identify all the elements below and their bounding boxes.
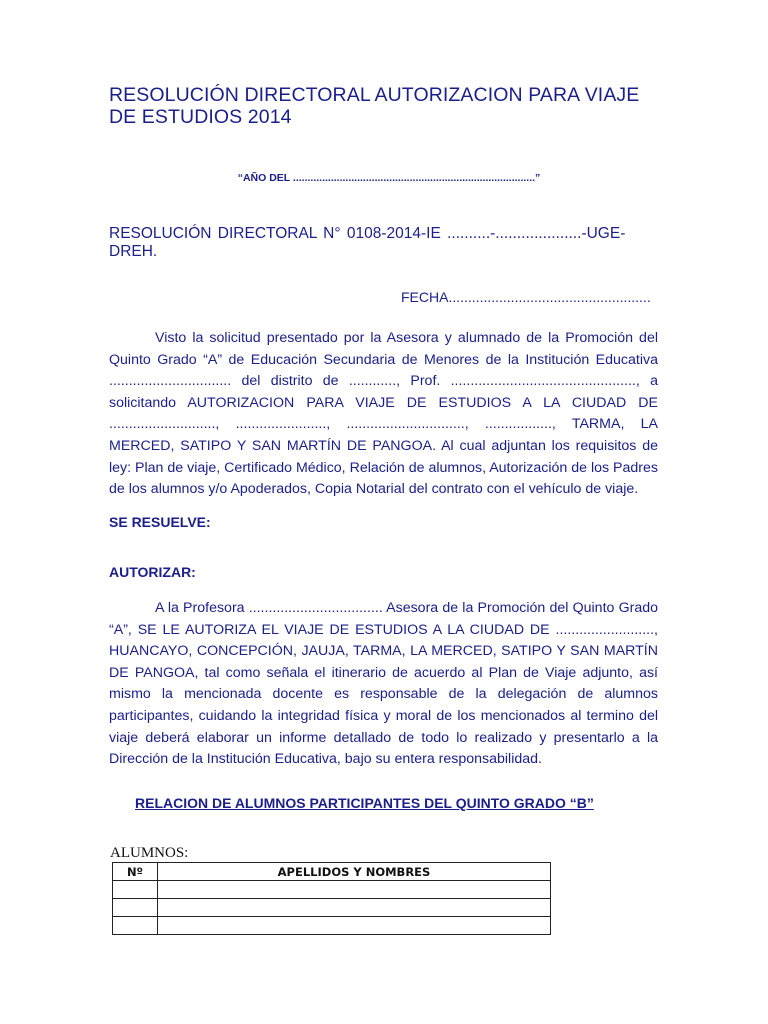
table-cell <box>158 899 551 917</box>
paragraph-visto <box>109 328 658 501</box>
table-header-row <box>113 863 551 881</box>
autorizar-heading: AUTORIZAR: <box>109 564 196 580</box>
table-row <box>113 899 551 917</box>
resolution-number: RESOLUCIÓN DIRECTORAL N° 0108-2014-IE ..........-....................-UGE-DREH. <box>109 225 626 260</box>
alumnos-label: ALUMNOS: <box>110 845 189 861</box>
table-cell <box>113 917 158 935</box>
paragraph-autorizar-text: A la Profesora .................................. Asesora de la Promoción del Quinto Grado “A”, SE LE AUTORIZA EL VIAJE DE ESTUDIOS A LA CIUDAD DE ........................., HUANCAYO, CONCEPCIÓN, JAUJA, TARMA, LA MERCED, SATIPO Y SAN MARTÍN DE PANGOA, tal como señala el itinerario de acuerdo al Plan de Viaje adjunto, así mismo la mencionada docente es responsable de la delegación de alumnos participantes, cuidando la integridad física y moral de los mencionados al termino del viaje deberá elaborar un informe detallado de todo lo realizado y presentarlo a la Dirección de la Institución Educativa, bajo su entera responsabilidad. <box>109 600 658 768</box>
table-cell <box>113 899 158 917</box>
table-cell <box>158 881 551 899</box>
paragraph-visto-text: Visto la solicitud presentado por la Asesora y alumnado de la Promoción del Quinto Grado “A” de Educación Secundaria de Menores de la Institución Educativa ............................... del distrito de ............, Prof. ..............................................., a solicitando AUTORIZACION PARA VIAJE DE ESTUDIOS A LA CIUDAD DE ..........................., ......................., .............................., ................., TARMA, LA MERCED, SATIPO Y SAN MARTÍN DE PANGOA. Al cual adjuntan los requisitos de ley: Plan de viaje, Certificado Médico, Relación de alumnos, Autorización de los Padres de los alumnos y/o Apoderados, Copia Notarial del contrato con el vehículo de viaje. <box>109 330 658 498</box>
table-cell <box>113 881 158 899</box>
document-title: RESOLUCIÓN DIRECTORAL AUTORIZACION PARA VIAJE DE ESTUDIOS 2014 <box>109 84 640 128</box>
students-table <box>112 862 551 935</box>
table-row <box>113 881 551 899</box>
column-header-number: Nº <box>113 863 158 881</box>
paragraph-autorizar <box>109 598 658 771</box>
se-resuelve-heading: SE RESUELVE: <box>109 514 211 530</box>
table-row <box>113 917 551 935</box>
table-cell <box>158 917 551 935</box>
relacion-heading: RELACION DE ALUMNOS PARTICIPANTES DEL QUINTO GRADO “B” <box>135 795 594 811</box>
column-header-names: APELLIDOS Y NOMBRES <box>158 863 551 881</box>
fecha-line: FECHA.................................................... <box>401 289 651 305</box>
year-line: “AÑO DEL ...................................................................................” <box>237 172 541 184</box>
